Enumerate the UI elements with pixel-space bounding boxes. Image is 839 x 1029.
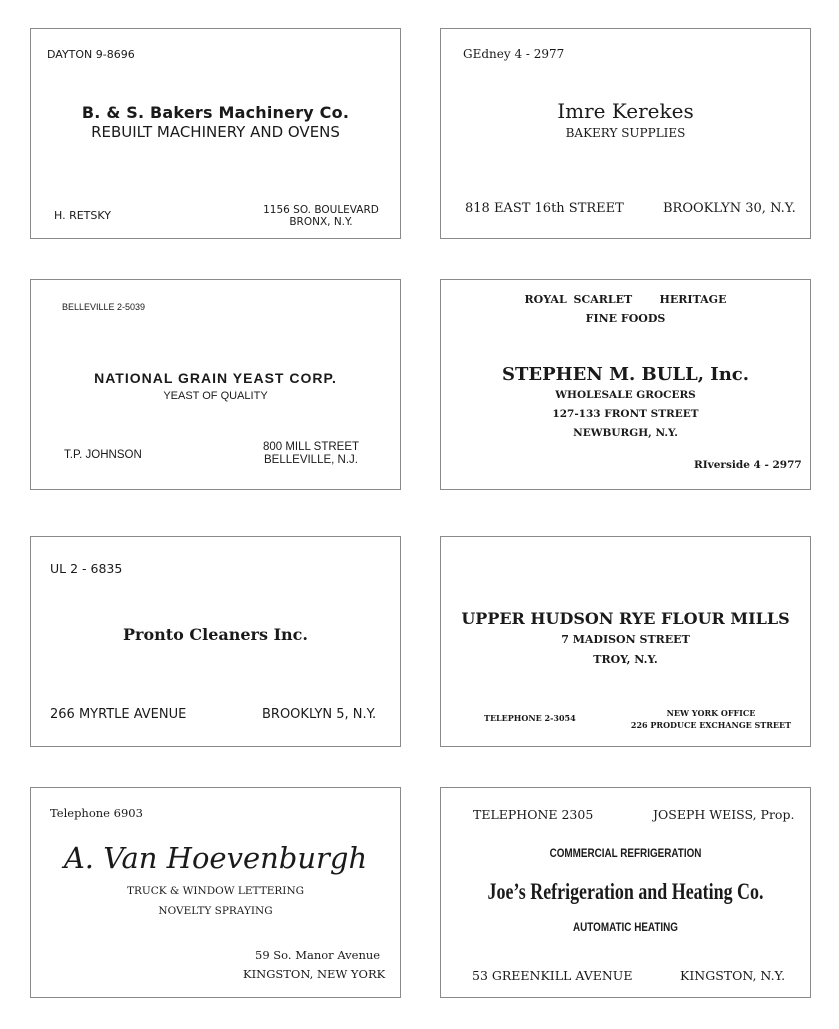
card-phone: BELLEVILLE 2-5039 [62, 302, 146, 312]
card-contact: H. RETSKY [54, 209, 111, 222]
card-company-name: A. Van Hoevenburgh [63, 841, 368, 875]
card-address-line1: 800 MILL STREET [262, 441, 360, 453]
card-phone: TELEPHONE 2305 [473, 807, 594, 822]
card-phone: DAYTON 9-8696 [47, 48, 135, 61]
card-phone: RIverside 4 - 2977 [694, 459, 802, 471]
card-tagline: YEAST OF QUALITY [163, 390, 268, 402]
card-address-line2: BELLEVILLE, N.J. [264, 454, 358, 466]
card-address: 818 EAST 16th STREET [465, 201, 624, 216]
card-line2: NOVELTY SPRAYING [158, 905, 273, 917]
card-phone: UL 2 - 6835 [50, 561, 123, 576]
card-proprietor: JOSEPH WEISS, Prop. [653, 807, 795, 822]
card-line3: NEWBURGH, N.Y. [573, 427, 678, 439]
card-bottom-line: AUTOMATIC HEATING [573, 922, 678, 934]
card-tagline: REBUILT MACHINERY AND OVENS [91, 123, 340, 141]
card-phone: Telephone 6903 [50, 806, 143, 820]
card-company-name: NATIONAL GRAIN YEAST CORP. [94, 370, 337, 386]
card-address-line1: 1156 SO. BOULEVARD [263, 204, 379, 216]
card-brands-line2: FINE FOODS [585, 312, 666, 325]
card-city: BROOKLYN 5, N.Y. [262, 707, 377, 722]
business-card-stephen-bull [440, 279, 811, 490]
card-address-line2: BRONX, N.Y. [289, 216, 353, 228]
card-company-name: STEPHEN M. BULL, Inc. [501, 364, 750, 385]
business-card-bakers-machinery [30, 28, 401, 239]
business-card-upper-hudson [440, 536, 811, 747]
card-company-name: B. & S. Bakers Machinery Co. [81, 103, 350, 122]
business-card-national-grain-yeast [30, 279, 401, 490]
card-company-name: Imre Kerekes [557, 99, 694, 123]
card-line2: 127-133 FRONT STREET [552, 408, 699, 420]
card-line1: 7 MADISON STREET [561, 633, 690, 646]
business-card-van-hoevenburgh [30, 787, 401, 998]
business-card-imre-kerekes [440, 28, 811, 239]
card-address-line2: KINGSTON, NEW YORK [243, 967, 386, 981]
card-line1: WHOLESALE GROCERS [555, 389, 696, 401]
card-line1: TRUCK & WINDOW LETTERING [126, 885, 305, 897]
card-address: 266 MYRTLE AVENUE [50, 707, 187, 722]
business-card-pronto-cleaners [30, 536, 401, 747]
card-address: 53 GREENKILL AVENUE [472, 968, 633, 983]
card-top-line: COMMERCIAL REFRIGERATION [549, 848, 702, 860]
card-company-name: UPPER HUDSON RYE FLOUR MILLS [461, 609, 790, 628]
card-tagline: BAKERY SUPPLIES [565, 126, 686, 140]
card-line2: TROY, N.Y. [593, 653, 658, 666]
card-city: BROOKLYN 30, N.Y. [663, 201, 796, 216]
card-brands: ROYAL SCARLET HERITAGE [524, 293, 727, 306]
card-contact: T.P. JOHNSON [64, 449, 142, 461]
card-phone: TELEPHONE 2-3054 [484, 713, 576, 723]
card-office-line1: NEW YORK OFFICE [666, 708, 756, 718]
card-company-name: Pronto Cleaners Inc. [122, 625, 308, 644]
card-city: KINGSTON, N.Y. [680, 968, 786, 983]
card-company-name: Joe’s Refrigeration and Heating Co. [487, 879, 764, 904]
business-card-joes-refrigeration [440, 787, 811, 998]
card-phone: GEdney 4 - 2977 [463, 47, 565, 61]
card-address-line1: 59 So. Manor Avenue [255, 948, 381, 962]
card-office-line2: 226 PRODUCE EXCHANGE STREET [630, 720, 792, 730]
